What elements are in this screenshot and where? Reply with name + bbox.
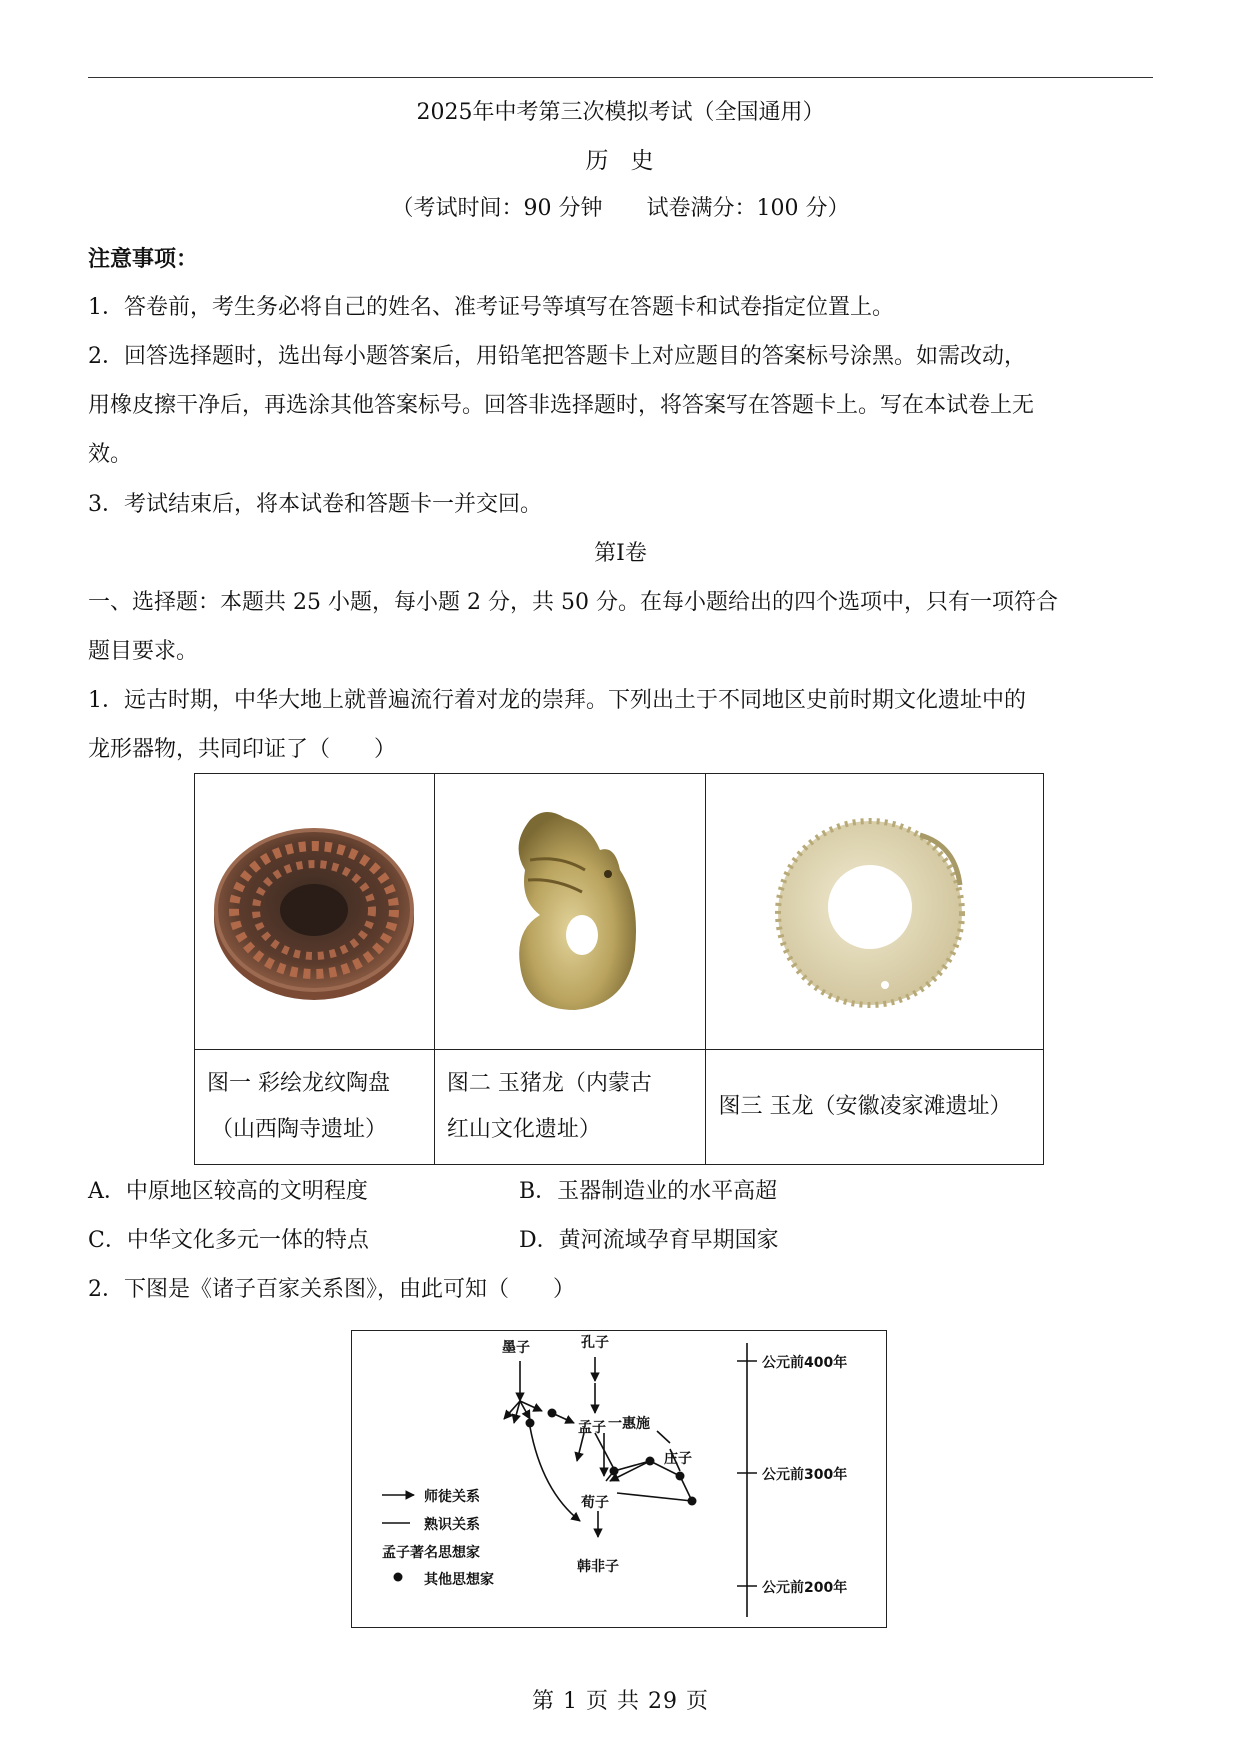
subject-char-1: 历 bbox=[585, 148, 611, 174]
notice-item-3: 3．考试结束后，将本试卷和答题卡一并交回。 bbox=[88, 492, 542, 517]
q1-option-b[interactable]: B．玉器制造业的水平高超 bbox=[519, 1179, 778, 1204]
fig3-image-cell bbox=[706, 774, 1044, 1050]
node-hanfeizi: 韩非子 bbox=[577, 1559, 619, 1575]
notice-item-2-line-3: 效。 bbox=[88, 442, 133, 467]
legend-acquaint: 熟识关系 bbox=[424, 1517, 480, 1533]
node-kongzi: 孔子 bbox=[581, 1335, 609, 1351]
fig2-caption-line-1: 图二 玉猪龙（内蒙古 bbox=[446, 1071, 652, 1096]
timeline-200bc: 公元前200年 bbox=[762, 1580, 848, 1596]
section-intro-line-1: 一、选择题：本题共 25 小题，每小题 2 分，共 50 分。在每小题给出的四个选项中，只有一项符合 bbox=[88, 590, 1058, 615]
subject-title bbox=[0, 147, 1241, 175]
volume-title: 第Ⅰ卷 bbox=[594, 541, 647, 566]
legend-famous: 孟子著名思想家 bbox=[382, 1545, 480, 1561]
subject-char-2: 史 bbox=[630, 148, 656, 174]
top-rule bbox=[88, 77, 1153, 78]
notice-item-2-line-1: 2．回答选择题时，选出每小题答案后，用铅笔把答题卡上对应题目的答案标号涂黑。如需改动， bbox=[88, 344, 1027, 369]
q1-option-d[interactable]: D．黄河流域孕育早期国家 bbox=[519, 1228, 779, 1253]
fig1-image-cell bbox=[195, 774, 435, 1050]
fig2-caption bbox=[434, 1050, 706, 1165]
section-intro-line-2: 题目要求。 bbox=[88, 639, 199, 664]
fig2-image-cell bbox=[434, 774, 706, 1050]
node-mengzi: 孟子 bbox=[578, 1420, 606, 1436]
hundred-schools-diagram bbox=[351, 1330, 887, 1628]
timeline-300bc: 公元前300年 bbox=[762, 1467, 848, 1483]
jade-pig-dragon-image bbox=[490, 800, 650, 1020]
jade-dragon-image bbox=[770, 805, 980, 1015]
fig1-caption-line-2: （山西陶寺遗址） bbox=[211, 1117, 388, 1142]
node-zhuangzi: 庄子 bbox=[664, 1451, 692, 1467]
node-xunzi: 荀子 bbox=[581, 1495, 609, 1511]
page-footer: 第 1 页 共 29 页 bbox=[532, 1689, 709, 1714]
timeline-400bc: 公元前400年 bbox=[762, 1355, 848, 1371]
node-huishi: 一惠施 bbox=[608, 1416, 650, 1432]
notice-heading: 注意事项： bbox=[88, 246, 199, 272]
legend-other: 其他思想家 bbox=[424, 1572, 494, 1588]
fig1-caption bbox=[195, 1050, 435, 1165]
legend-teacher: 师徒关系 bbox=[424, 1489, 480, 1505]
painted-dragon-plate-image bbox=[209, 810, 419, 1010]
q1-option-a[interactable]: A．中原地区较高的文明程度 bbox=[88, 1179, 368, 1204]
exam-info: （考试时间：90 分钟 试卷满分：100 分） bbox=[391, 196, 850, 221]
q1-stem-line-1: 1．远古时期，中华大地上就普遍流行着对龙的崇拜。下列出土于不同地区史前时期文化遗址中的 bbox=[88, 688, 1027, 713]
fig1-caption-line-1: 图一 彩绘龙纹陶盘 bbox=[207, 1071, 390, 1096]
node-mozi: 墨子 bbox=[502, 1340, 530, 1356]
q1-figure-table bbox=[194, 773, 1044, 1165]
fig3-caption: 图三 玉龙（安徽凌家滩遗址） bbox=[706, 1050, 1044, 1165]
q1-option-c[interactable]: C．中华文化多元一体的特点 bbox=[88, 1228, 369, 1253]
q1-stem-line-2: 龙形器物，共同印证了（ ） bbox=[88, 737, 397, 762]
notice-item-2-line-2: 用橡皮擦干净后，再选涂其他答案标号。回答非选择题时，将答案写在答题卡上。写在本试卷上无 bbox=[88, 393, 1035, 418]
exam-title: 2025年中考第三次模拟考试（全国通用） bbox=[416, 100, 825, 125]
q2-stem: 2．下图是《诸子百家关系图》，由此可知（ ） bbox=[88, 1277, 575, 1302]
notice-item-1: 1．答卷前，考生务必将自己的姓名、准考证号等填写在答题卡和试卷指定位置上。 bbox=[88, 295, 894, 320]
fig2-caption-line-2: 红山文化遗址） bbox=[446, 1117, 601, 1142]
